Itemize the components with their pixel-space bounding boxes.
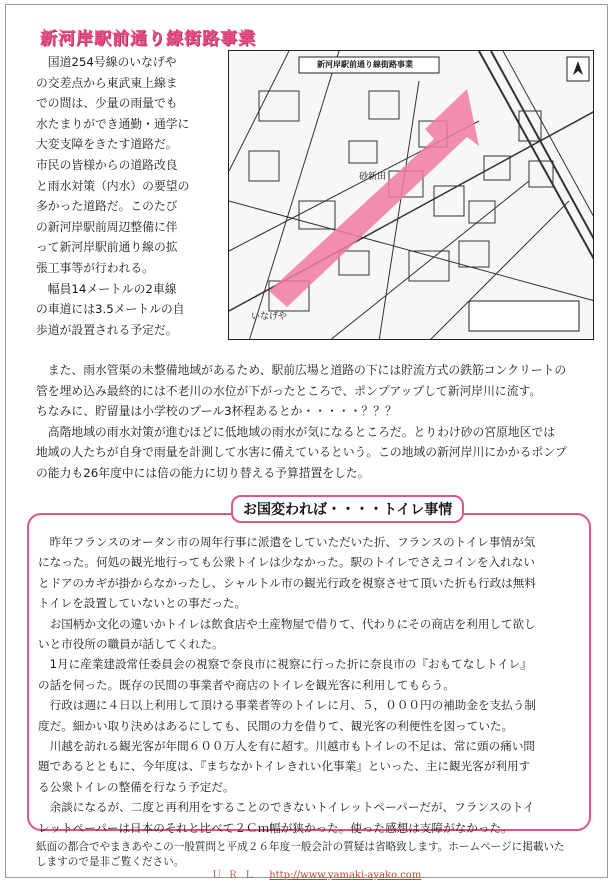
text-line: 張工事等が行われる。 [36,260,154,275]
section2-title: お国変われば・・・・トイレ事情 [231,495,464,523]
text-line: トイレを設置していないとの事だった。 [38,596,247,611]
text-line: って新河岸駅前通り線の拡 [36,240,178,255]
text-line: 国道254号線のいなげや [47,55,177,69]
text-line: 多かった道路だ。このたび [36,199,178,214]
text-line: 水たまりができ通勤・通学に [36,116,190,131]
text-line: お国柄か文化の違いかトイレは飲食店や土産物屋で借りて、代わりにその商店を利用して欲し [49,616,536,631]
text-line: と雨水対策（内水）の要望の [36,178,190,193]
text-line: になった。何処の観光地行っても公衆トイレは少なかった。駅のトイレでさえコインを入れない [38,555,536,570]
text-line: 地域の人たちが自身で雨量を計測して水害に備えているという。この地域の新河岸川にかかるポンプ [36,445,567,460]
text-line: 度だ。細かい取り決めはあるにしても、民間の力を借りて、観光客の利便性を図っていた。 [38,718,514,733]
text-line: 昨年フランスのオータン市の周年行事に派遣をしていただいた折、フランスのトイレ事情が気 [49,535,536,549]
url-label: ＵＲＬ [212,870,260,881]
map-area-label: 砂新田 [359,172,387,182]
text-line: の能力も26年度中には倍の能力に切り替える予算措置をした。 [36,465,370,480]
url-line [212,866,421,881]
street-map [228,50,594,340]
text-line: ちなみに、貯留量は小学校のプール3杯程あるとか・・・・・？？？ [36,404,397,419]
text-line: の話を伺った。既存の民間の事業者や商店のトイレを観光客に利用してもらう。 [38,677,455,692]
text-line: また、雨水管渠の未整備地域があるため、駅前広場と道路の下には貯流方式の鉄筋コンクリートの [47,363,567,377]
text-line: の新河岸駅前周辺整備に伴 [36,219,178,234]
footer-line: 紙面の都合でやまきあやこの一般質問と平成２６年度一般会計の質疑は省略致します。ホームページに掲載いた [36,841,565,853]
text-line: 大変支障をきたす道路だ。 [36,137,178,152]
map-store-label: いなげや [251,312,288,322]
footer-line: しますので是非ご覧ください。 [36,856,185,868]
map-title: 新河岸駅前通り線街路事業 [317,60,413,69]
text-line: 題であるとともに、今年度は、『まちなかトイレきれい化事業』といった、主に観光客が利用す [38,759,531,774]
text-line: の車道には3.5メートルの自 [36,302,185,317]
text-line: 市民の皆様からの道路改良 [36,157,178,172]
section2-text [38,532,582,838]
text-line: レットペーパーは日本のそれと比べて２Ｃｍ幅が狭かった。使った感想は支障がなかった。 [38,820,513,835]
text-line: 高階地域の雨水対策が進むほどに低地域の雨水が気になるところだ。とりわけ砂の宮原地区では [47,424,556,439]
homepage-link[interactable]: http://www.yamaki-ayako.com [269,870,422,881]
text-line: 管を埋め込み最終的には不老川の水位が下がったところで、ポンプアップして新河岸川に流す。 [36,383,542,398]
text-line: 余談になるが、二度と再利用をすることのできないトイレットペーパーだが、フランスのトイ [49,800,535,815]
text-line: とドアのカギが掛からなかったし、シャルトル市の観光行政を視察させて頂いた折も行政は無料 [38,575,536,590]
text-line: 歩道が設置される予定だ。 [36,322,178,337]
map-drawing [229,51,594,340]
text-line: の交差点から東武東上線ま [36,75,178,90]
text-line: 幅員14メートルの2車線 [47,281,177,296]
text-line: 行政は週に４日以上利用して頂ける事業者等のトイレに月、５，０００円の補助金を支払う制 [49,698,536,713]
section1-title: 新河岸駅前通り線街路事業 [40,29,256,49]
section1-wide-text [36,298,596,484]
text-line: いと市役所の職員が話してくれた。 [38,637,224,652]
text-line: での間は、少量の雨量でも [36,96,178,111]
text-line: る公衆トイレの整備を行なう予定だ。 [38,779,235,794]
text-line: 川越を訪れる観光客が年間６００万人を有に超す。川越市もトイレの不足は、常に頭の痛い問 [49,739,536,754]
text-line: 1月に産業建設常任委員会の視察で奈良市に視察に行った折に奈良市の『おもてなしトイレ』 [49,657,532,672]
